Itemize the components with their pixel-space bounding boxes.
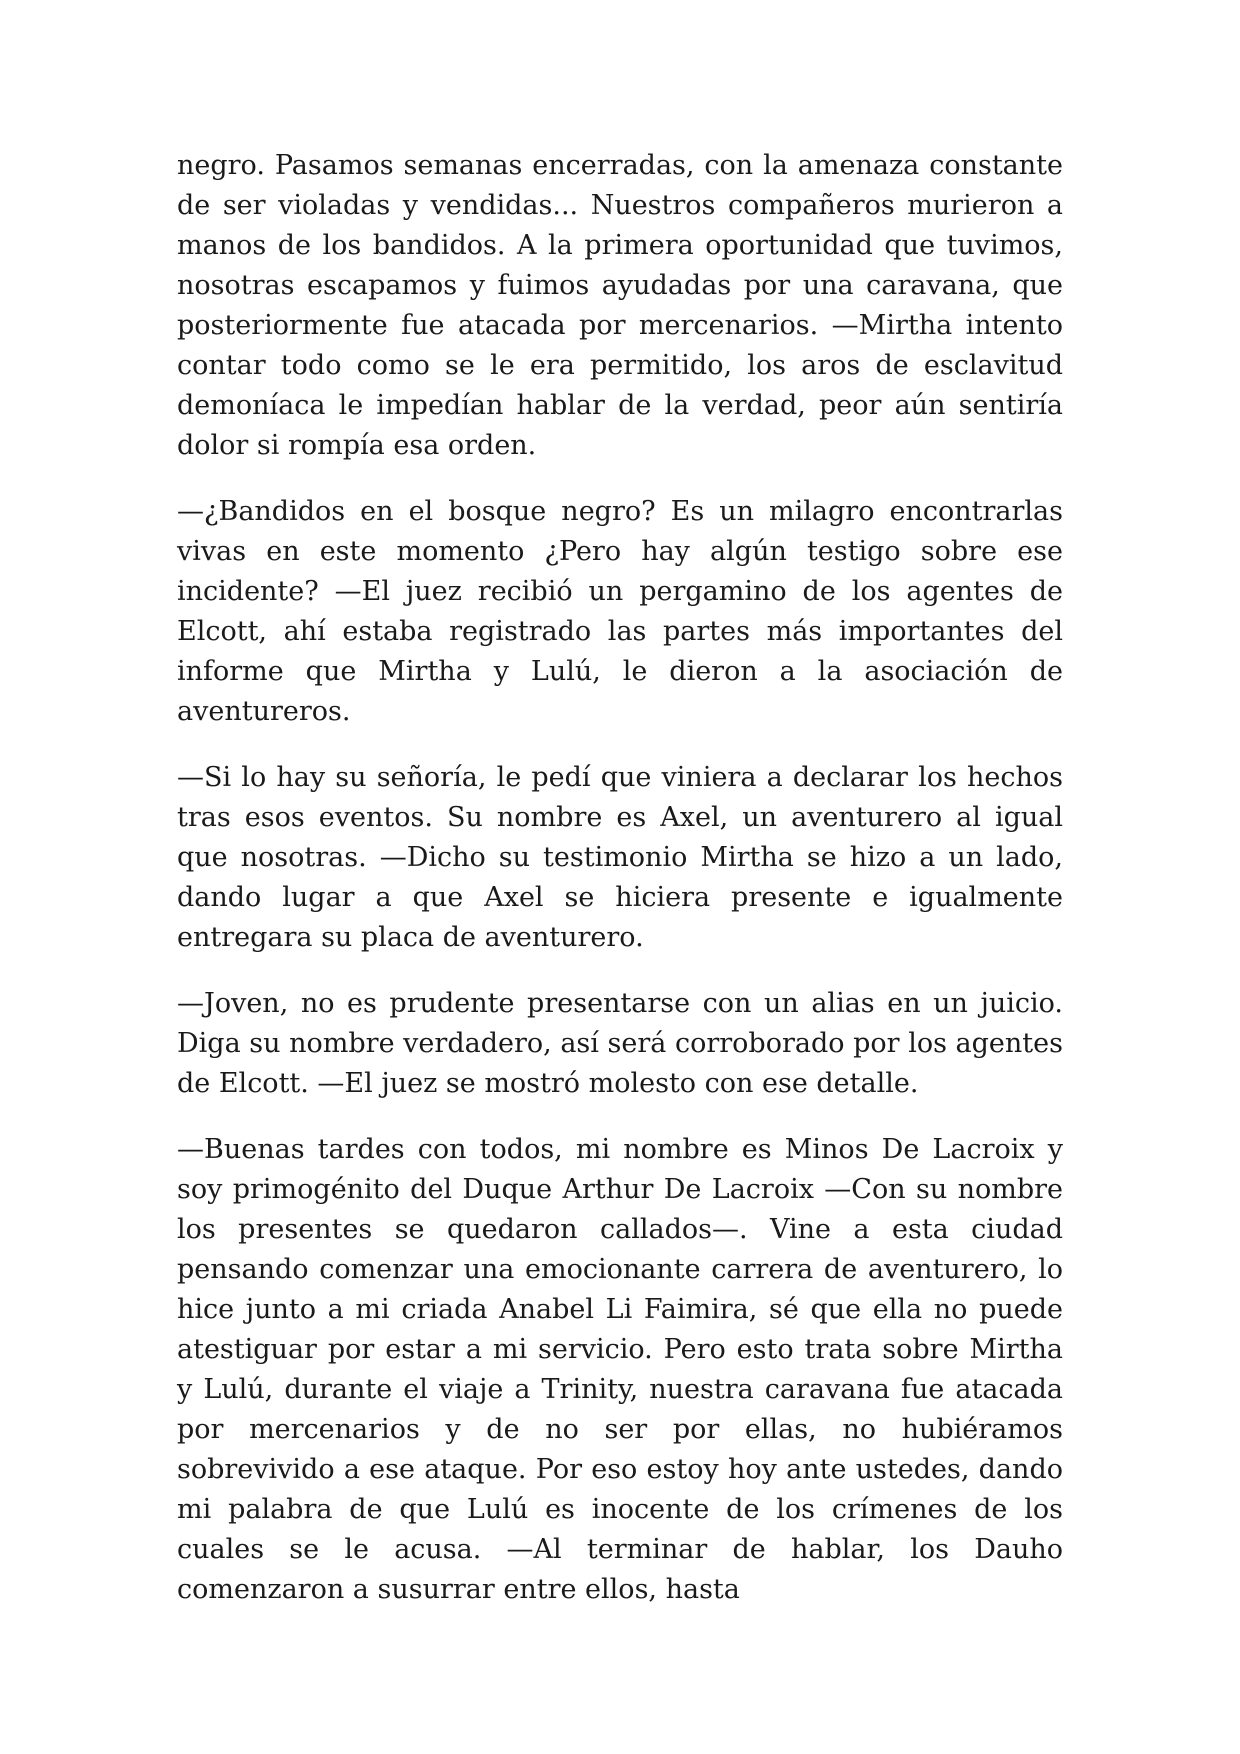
paragraph-3: —Si lo hay su señoría, le pedí que viniera a declarar los hechos tras esos eventos. Su nombre es Axel, un aventurero al igual que nosotras. —Dicho su testimonio Mirtha se hizo a un lado, dando lugar a que Axel se hiciera presente e igualmente entregara su placa de aventurero. xyxy=(177,762,1063,953)
paragraph-2: —¿Bandidos en el bosque negro? Es un milagro encontrarlas vivas en este momento ¿Pero hay algún testigo sobre ese incidente? —El juez recibió un pergamino de los agentes de Elcott, ahí estaba registrado las partes más importantes del informe que Mirtha y Lulú, le dieron a la asociación de aventureros. xyxy=(177,496,1063,727)
body-text xyxy=(177,146,1063,1610)
paragraph-1: negro. Pasamos semanas encerradas, con la amenaza constante de ser violadas y vendidas... Nuestros compañeros murieron a manos de los bandidos. A la primera oportunidad que tuvimos, nosotras escapamos y fuimos ayudadas por una caravana, que posteriormente fue atacada por mercenarios. —Mirtha intento contar todo como se le era permitido, los aros de esclavitud demoníaca le impedían hablar de la verdad, peor aún sentiría dolor si rompía esa orden. xyxy=(177,150,1063,461)
paragraph-4: —Joven, no es prudente presentarse con un alias en un juicio. Diga su nombre verdadero, así será corroborado por los agentes de Elcott. —El juez se mostró molesto con ese detalle. xyxy=(177,988,1063,1099)
paragraph-5: —Buenas tardes con todos, mi nombre es Minos De Lacroix y soy primogénito del Duque Arthur De Lacroix —Con su nombre los presentes se quedaron callados—. Vine a esta ciudad pensando comenzar una emocionante carrera de aventurero, lo hice junto a mi criada Anabel Li Faimira, sé que ella no puede atestiguar por estar a mi servicio. Pero esto trata sobre Mirtha y Lulú, durante el viaje a Trinity, nuestra caravana fue atacada por mercenarios y de no ser por ellas, no hubiéramos sobrevivido a ese ataque. Por eso estoy hoy ante ustedes, dando mi palabra de que Lulú es inocente de los crímenes de los cuales se le acusa. —Al terminar de hablar, los Dauho comenzaron a susurrar entre ellos, hasta xyxy=(177,1134,1063,1605)
